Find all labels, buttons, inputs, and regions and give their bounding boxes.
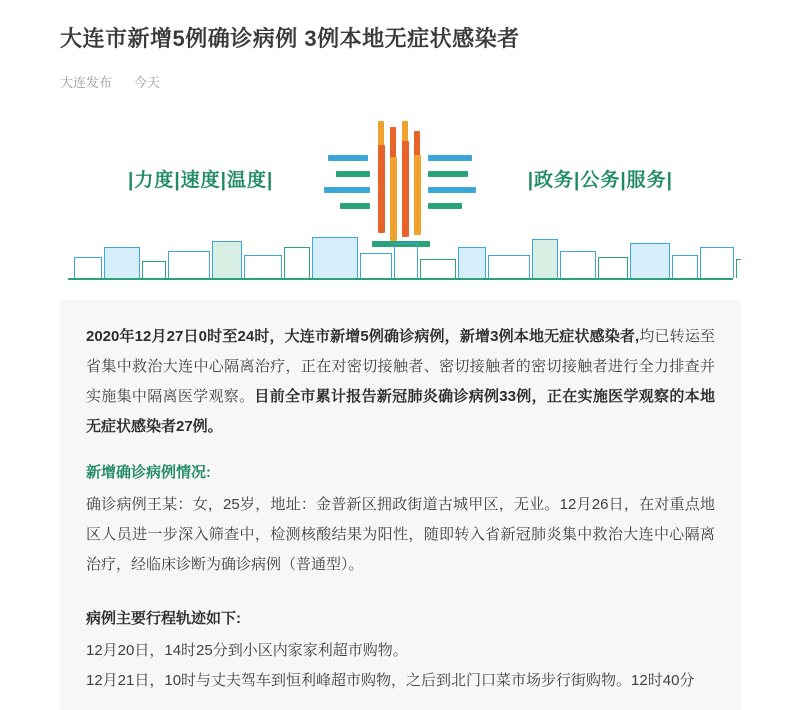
summary-bold-tail: 目前全市累计报告新冠肺炎确诊病例33例，正在实施医学观察的本地无症状感染者27例。: [86, 388, 715, 435]
skyline-illustration: [60, 200, 741, 280]
banner-image: [60, 113, 741, 288]
page-title: 大连市新增5例确诊病例 3例本地无症状感染者: [60, 26, 520, 51]
banner-slogan-right: |政务|公务|服务|: [527, 170, 673, 191]
section-heading-new-cases: 新增确诊病例情况:: [86, 464, 211, 481]
summary-normal-text: 均已转运至省集中救治大连中心隔离治疗，正在对密切接触者、密切接触者的密切接触者进行全力排查并实施集中隔离医学观察。: [86, 328, 715, 405]
article-body: [60, 300, 741, 710]
banner-slogan-left: |力度|速度|温度|: [128, 170, 274, 191]
track-line: 12月20日，14时25分到小区内家家利超市购物。: [86, 642, 408, 659]
section-heading-travel-track: 病例主要行程轨迹如下:: [86, 610, 241, 627]
article-meta: [60, 72, 741, 91]
article-source: 大连发布: [60, 75, 113, 90]
summary-bold-lead: 2020年12月27日0时至24时，大连市新增5例确诊病例，新增3例本地无症状感染者,: [86, 328, 640, 345]
track-line: 12月21日，10时与丈夫驾车到恒利峰超市购物，之后到北门口菜市场步行街购物。12时40分: [86, 672, 695, 689]
section-text-new-cases: 确诊病例王某：女，25岁，地址：金普新区拥政街道古城甲区，无业。12月26日，在对重点地区人员进一步深入筛查中，检测核酸结果为阳性，随即转入省新冠肺炎集中救治大连中心隔离治疗，经临床诊断为确诊病例（普通型）。: [86, 496, 715, 573]
summary-paragraph: [86, 322, 715, 442]
article-date: 今天: [134, 75, 161, 90]
